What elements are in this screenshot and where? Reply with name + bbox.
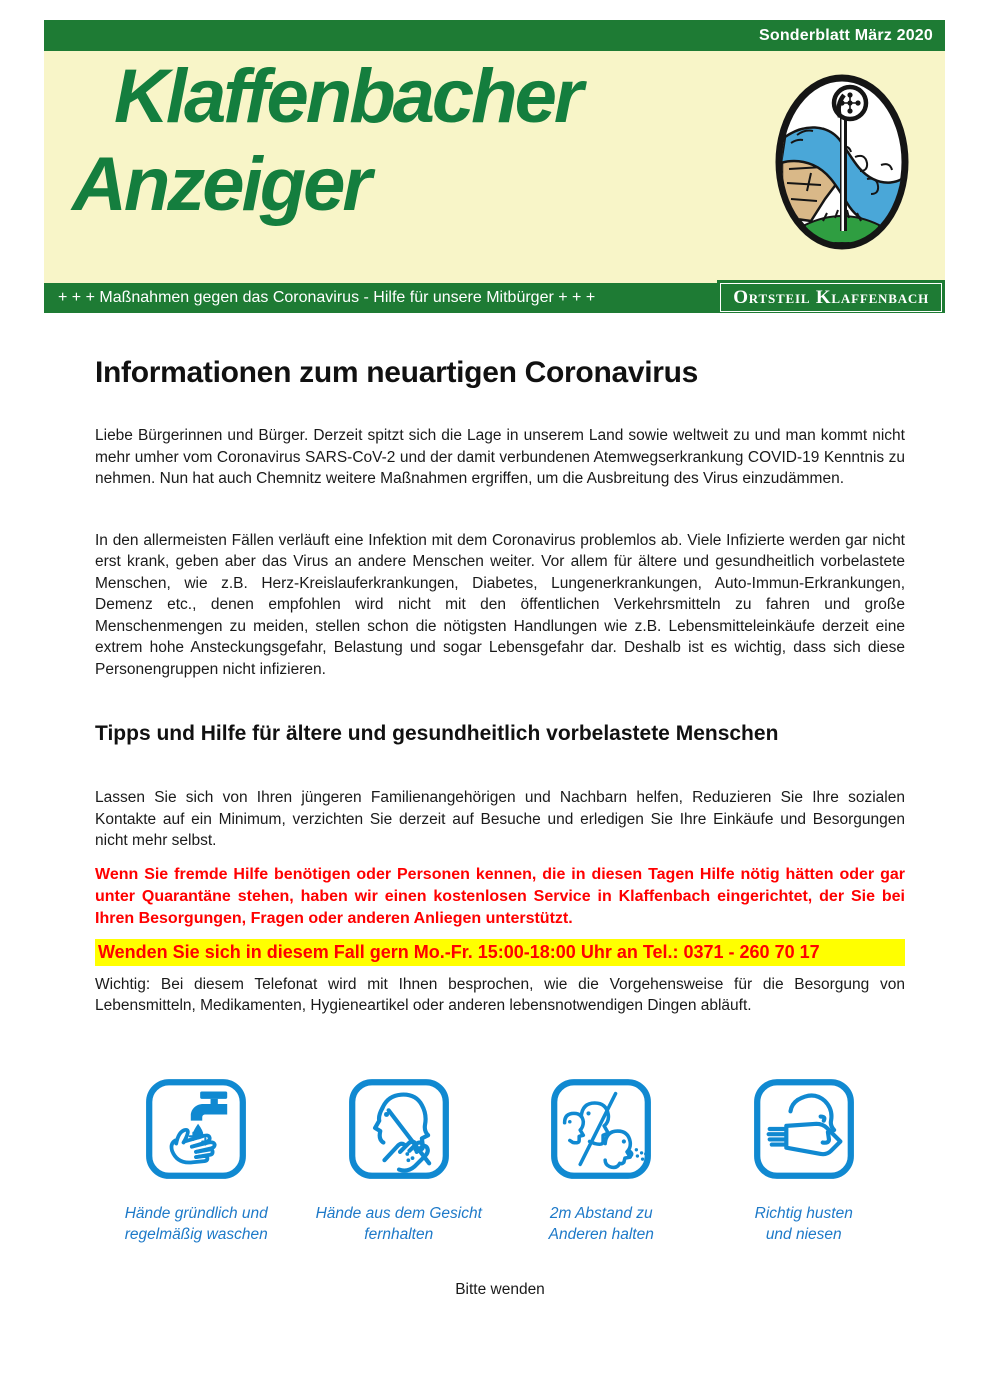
cough-elbow-icon	[752, 1077, 856, 1181]
no-touch-face-icon	[347, 1077, 451, 1181]
ticker-bar	[44, 283, 945, 313]
hygiene-item-no-touch-face	[298, 1077, 501, 1245]
article-heading: Informationen zum neuartigen Coronavirus	[95, 356, 699, 389]
hotline-highlight: Wenden Sie sich in diesem Fall gern Mo.-Fr. 15:00-18:00 Uhr an Tel.: 0371 - 260 70 17	[95, 939, 905, 966]
wash-hands-icon	[144, 1077, 248, 1181]
hotline-info-paragraph: Wichtig: Bei diesem Telefonat wird mit Ihnen besprochen, wie die Vorgehensweise für die Besorgung von Lebensmitteln, Medikamenten, Hygieneartikel oder anderen lebensnotwendigen Dingen abläuft.	[95, 975, 905, 1014]
tips-subheading: Tipps und Hilfe für ältere und gesundheitlich vorbelastete Menschen	[95, 722, 779, 745]
hygiene-item-wash-hands	[95, 1077, 298, 1245]
hygiene-item-cough-elbow	[703, 1077, 906, 1245]
hygiene-label: Richtig husten und niesen	[754, 1204, 853, 1243]
keep-distance-icon	[549, 1077, 653, 1181]
risk-paragraph: In den allermeisten Fällen verläuft eine Infektion mit dem Coronavirus problemlos ab. Viele Infizierte werden gar nicht erst krank, geben aber das Virus an andere Menschen weiter. Vor allem für ältere und gesundheitlich vorbelastete Menschen, wie z.B. Herz-Kreislauferkrankungen, Diabetes, Lungenerkrankungen, Auto-Immun-Erkrankungen, Demenz etc., denen empfohlen wird nicht mit den öffentlichen Verkehrsmitteln zu fahren und große Menschenmengen zu meiden, stellen schon die nötigsten Handlungen wie z.B. Lebensmitteleinkäufe derzeit eine extrem hohe Ansteckungsgefahr, Belastung und sogar Lebensgefahr dar. Deshalb ist es wichtig, dass sich diese Personengruppen nicht infizieren.	[95, 531, 905, 678]
turn-over-note: Bitte wenden	[455, 1280, 545, 1298]
paper-title-line2: Anzeiger	[72, 142, 369, 227]
issue-date: Sonderblatt März 2020	[758, 26, 933, 44]
masthead	[44, 20, 945, 313]
klaffenbach-crest-logo	[771, 71, 913, 258]
hygiene-label: 2m Abstand zu Anderen halten	[548, 1204, 654, 1243]
issue-bar	[44, 20, 945, 51]
tips-paragraph: Lassen Sie sich von Ihren jüngeren Familienangehörigen und Nachbarn helfen, Reduzieren Sie Ihre sozialen Kontakte auf ein Minimum, verzichten Sie derzeit auf Besuche und erledigen Sie Ihre Einkäufe und Besorgungen nicht mehr selbst.	[95, 789, 905, 849]
hygiene-label: Hände aus dem Gesicht fernhalten	[315, 1204, 482, 1243]
hygiene-icons-row	[95, 1077, 905, 1245]
title-banner	[44, 51, 945, 283]
article	[0, 355, 989, 1299]
hygiene-item-keep-distance	[500, 1077, 703, 1245]
intro-paragraph: Liebe Bürgerinnen und Bürger. Derzeit spitzt sich die Lage in unserem Land sowie weltweit zu und man kommt nicht mehr umher vom Coronavirus SARS-CoV-2 und der damit verbundenen Atemwegserkrankung COVID-19 Kenntnis zu nehmen. Nun hat auch Chemnitz weitere Maßnahmen ergriffen, um die Ausbreitung des Virus einzudämmen.	[95, 427, 905, 487]
help-service-alert: Wenn Sie fremde Hilfe benötigen oder Personen kennen, die in diesen Tagen Hilfe nötig hätten oder gar unter Quarantäne stehen, haben wir einen kostenlosen Service in Klaffenbach eingerichtet, der Sie bei Ihren Besorgungen, Fragen oder anderen Anliegen unterstützt.	[95, 865, 905, 927]
hygiene-label: Hände gründlich und regelmäßig waschen	[124, 1204, 268, 1243]
district-label: Ortsteil Klaffenbach	[720, 283, 942, 312]
ticker-text: + + + Maßnahmen gegen das Coronavirus - Hilfe für unsere Mitbürger + + +	[58, 289, 596, 306]
paper-title	[72, 53, 580, 229]
district-badge	[717, 280, 945, 313]
paper-title-line1: Klaffenbacher	[114, 54, 581, 139]
